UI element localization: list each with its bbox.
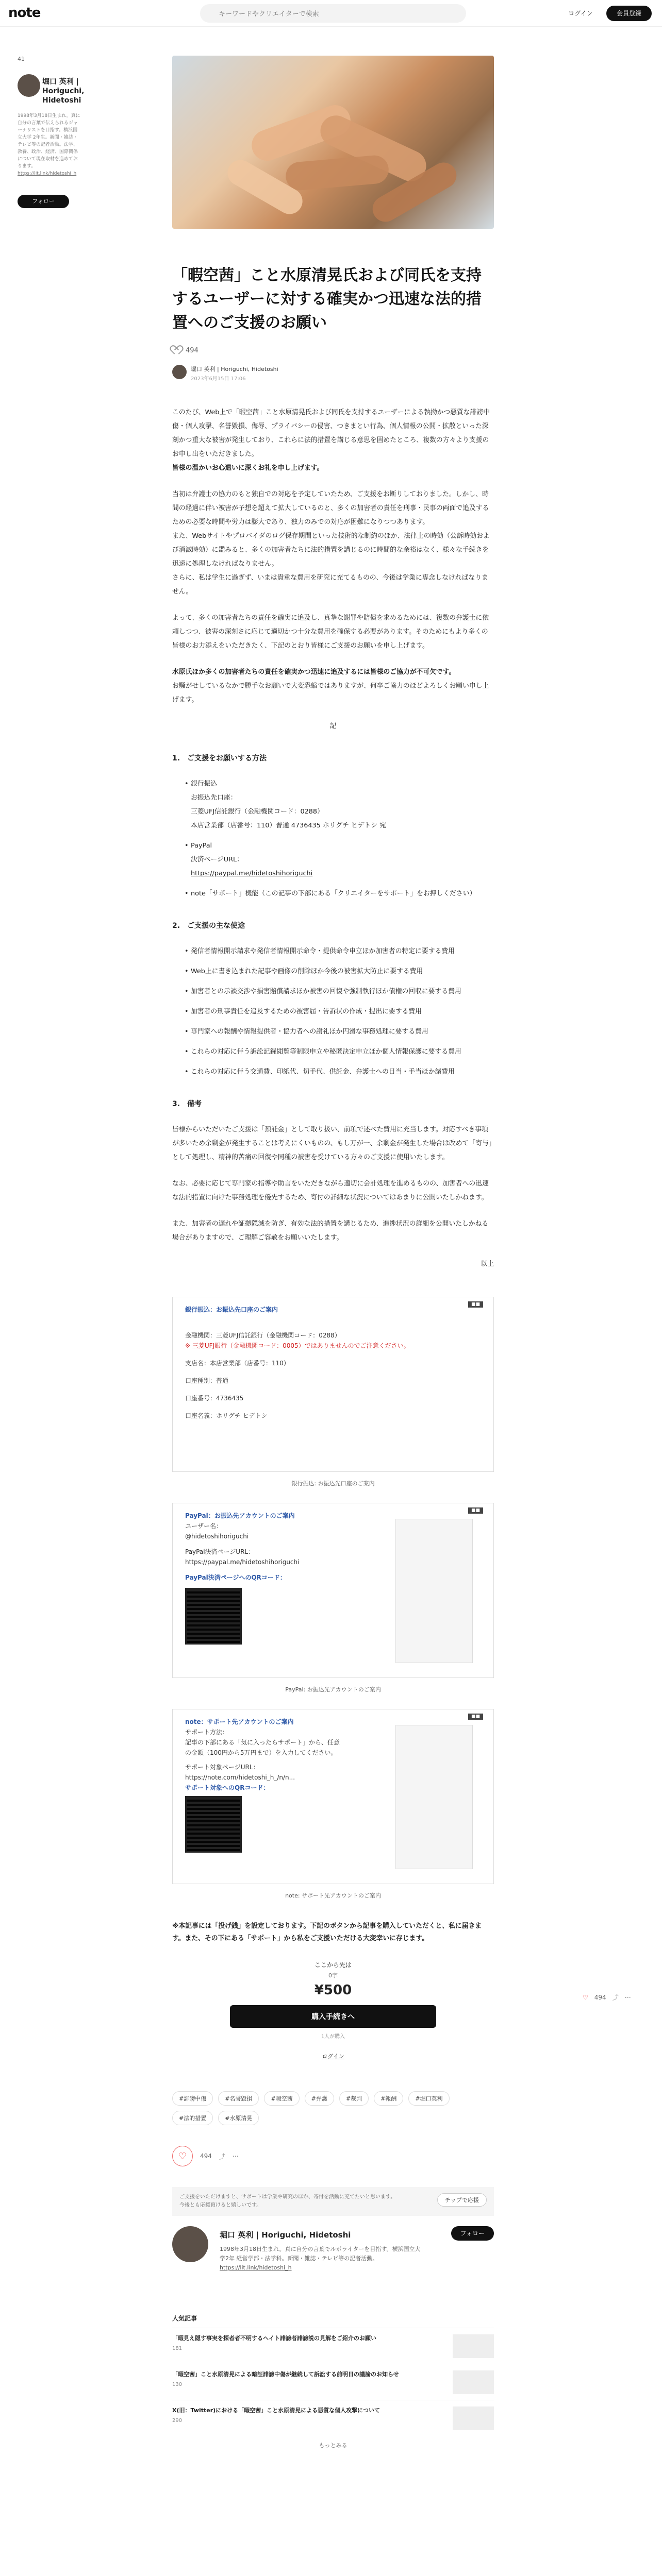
paypal-info-image	[172, 1503, 494, 1678]
list-item: • note「サポート」機能（この記事の下部にある「クリエイターをサポート」をお押しください）	[185, 887, 494, 901]
paywall-from: ここから先は	[314, 1961, 352, 1969]
image-line: 口座名義：ホリグチ ヒデトシ	[185, 1412, 268, 1419]
paragraph-bold: 水原氏ほか多くの加害者たちの責任を確実かつ迅速に追及するには皆様のご協力が不可欠です。	[172, 668, 456, 676]
heart-icon[interactable]	[172, 346, 181, 354]
sidebar-link[interactable]: https://lit.link/hidetoshi_h	[18, 171, 77, 176]
more-link[interactable]: もっとみる	[319, 2442, 347, 2449]
signup-button[interactable]: 会員登録	[606, 6, 652, 21]
image-line: サポート対象ページURL：	[185, 1764, 259, 1771]
avatar[interactable]	[172, 2226, 208, 2262]
section-heading-1: 1. ご支援をお願いする方法	[172, 754, 267, 762]
floating-actions	[583, 1993, 631, 2002]
paywall-price: ¥500	[314, 1982, 352, 1998]
share-icon[interactable]: ⤴	[219, 2153, 225, 2160]
list-item[interactable]	[172, 2364, 494, 2400]
list-item: • 加害者との示談交渉や損害賠償請求ほか被害の回復や強制執行ほか債権の回収に要する費用	[185, 985, 494, 998]
list-item: • これらの対応に伴う交通費、印紙代、切手代、供託金、弁護士への日当・手当ほか諸費用	[185, 1065, 494, 1079]
pop-title: 「暇空茜」こと水原清晃による暗証誹謗中傷が継続して訴訟する前明日の議論のお知らせ	[172, 2371, 399, 2378]
hero-image	[172, 56, 494, 229]
image-heading: note：サポート先アカウントのご案内	[185, 1718, 294, 1725]
note-logo[interactable]: note	[8, 5, 41, 21]
article-body	[172, 405, 494, 1271]
share-icon[interactable]: ⤴	[612, 1994, 619, 2001]
list-item: • 加害者の刑事責任を追及するための被害届・告訴状の作成・提出に要する費用	[185, 1005, 494, 1019]
bank-line1: 三菱UFJ信託銀行（金融機関コード：0288）	[191, 808, 324, 816]
image-heading: PayPal：お振込先アカウントのご案内	[185, 1512, 295, 1519]
image-line: PayPal決済ページへのQRコード：	[185, 1574, 286, 1581]
tag[interactable]: #報酬	[374, 2091, 403, 2106]
image-line: https://paypal.me/hidetoshihoriguchi	[185, 1558, 300, 1566]
pop-title: X(旧：Twitter)における「暇空茜」こと水原清晃による悪質な個人攻撃について	[172, 2407, 380, 2414]
list-item: • 発信者情報開示請求や発信者情報開示命令・提供命令申立ほか加害者の特定に要する費用	[185, 944, 494, 958]
ki-heading: 記	[329, 722, 337, 730]
list-item: • これらの対応に伴う訴訟記録閲覧等制限申立や秘匿決定申立ほか個人情報保護に要する費用	[185, 1045, 494, 1059]
bank-line2: 本店営業部（店番号：110）普通 4736435 ホリグチ ヒデトシ 宛	[191, 822, 386, 829]
sidebar-author-desc	[18, 112, 80, 177]
like-button[interactable]: ♡	[172, 2146, 193, 2166]
article-actions	[172, 2146, 494, 2166]
image-heading: 銀行振込：お振込先口座のご案内	[185, 1306, 278, 1313]
image-caption: PayPal: お振込先アカウントのご案内	[285, 1686, 381, 1693]
image-line: サポート対象へのQRコード：	[185, 1784, 270, 1791]
tag[interactable]: #水原清晃	[218, 2111, 259, 2125]
support-button[interactable]: チップで応援	[437, 2193, 487, 2207]
article-main	[172, 56, 494, 2449]
image-caption: note: サポート先アカウントのご案内	[285, 1892, 381, 1899]
image-line: サポート方法：	[185, 1728, 229, 1736]
tag[interactable]: #弁護	[305, 2091, 334, 2106]
publish-date: 2023年6月15日 17:06	[191, 376, 246, 382]
paywall-count: 0字	[328, 1972, 338, 1979]
bank-info-image	[172, 1297, 494, 1472]
list-item: • Web上に書き込まれた記事や画像の削除ほか今後の被害拡大防止に要する費用	[185, 964, 494, 978]
image-line: @hidetoshihoriguchi	[185, 1533, 249, 1540]
payment-methods-list	[185, 777, 494, 901]
article-likes	[172, 346, 494, 354]
buy-button[interactable]: 購入手続きへ	[230, 2005, 436, 2028]
image-badge: ■■	[468, 1301, 483, 1308]
paywall-note: ※本記事には「投げ銭」を設定しております。下記のボタンから記事を購入していただくと、私に届きます。また、その下にある「サポート」から私をご支援いただける大変幸いに存じます。	[172, 1922, 482, 1942]
image-badge: ■■	[468, 1714, 483, 1720]
list-item[interactable]	[172, 2400, 494, 2436]
author-name[interactable]: 堀口 英利 | Horiguchi, Hidetoshi	[191, 366, 278, 372]
image-line: 金融機関：三菱UFJ信託銀行（金融機関コード：0288）	[185, 1332, 341, 1339]
image-caption: 銀行振込: お振込先口座のご案内	[291, 1480, 375, 1487]
pop-title: 「暇見え隠す事実を探者者不明するヘイト誹謗者誹謗説の見解をご紹介のお願い	[172, 2335, 376, 2342]
popular-heading: 人気記事	[172, 2315, 197, 2322]
paywall-box	[230, 1960, 436, 2060]
image-badge: ■■	[468, 1507, 483, 1514]
article-title: 「暇空茜」こと水原清晃氏および同氏を支持するユーザーに対する確実かつ迅速な法的措置へのご支援のお願い	[172, 266, 482, 332]
profile-desc	[220, 2245, 426, 2273]
heart-icon[interactable]: ♡	[583, 1993, 588, 2001]
tag[interactable]: #裁判	[339, 2091, 369, 2106]
login-button[interactable]: ログイン	[568, 10, 593, 17]
tag[interactable]: #法的措置	[172, 2111, 213, 2125]
image-line: 口座番号：4736435	[185, 1395, 244, 1402]
tag[interactable]: #名誉毀損	[218, 2091, 259, 2106]
site-header	[0, 0, 662, 27]
sidebar-desc-text: 1998年3月18日生まれ。真に自分の言葉で伝えられるジャーナリストを目指す。横浜国立大学 2年生。新聞・雑誌・テレビ等の記者活動。法学、教養、政治、経済、国際関係について現在取材を進めております。	[18, 113, 80, 169]
more-icon[interactable]: ⋯	[624, 1993, 631, 2001]
image-line: 記事の下部にある「気に入ったらサポート」から、任意の金額（100円から5万円まで）を入力してください。	[185, 1739, 340, 1756]
paragraph: よって、多くの加害者たちの責任を確実に追及し、真摯な謝罪や賠償を求めるためには、複数の弁護士に依頼しつつ、被害の深刻さに応じて適切かつ十分な費用を確保する必要があります。そのためにもより多くの皆様のお力添えをいただきたく、下記のとおり皆様にご支援のお願いを申し上げます。	[172, 614, 489, 650]
list-item	[185, 839, 494, 880]
list-item	[185, 777, 494, 833]
login-link[interactable]: ログイン	[322, 2053, 344, 2060]
author-sidebar	[18, 56, 85, 205]
pop-likes: 290	[172, 2418, 183, 2424]
pop-likes: 130	[172, 2382, 183, 2387]
uses-list	[185, 944, 494, 1079]
profile-link[interactable]: https://lit.link/hidetoshi_h	[220, 2264, 292, 2271]
like-count: 494	[594, 1993, 606, 2001]
paragraph: さらに、私は学生に過ぎず、いまは貴重な費用を研究に充てるものの、今後は学業に専念しなければなりません。	[172, 574, 488, 596]
image-line: 支店名：本店営業部（店番号：110）	[185, 1360, 290, 1367]
profile-name[interactable]: 堀口 英利 | Horiguchi, Hidetoshi	[220, 2230, 351, 2240]
more-icon[interactable]: ⋯	[232, 2153, 239, 2160]
phone-screenshot	[395, 1519, 473, 1663]
pop-thumbnail	[453, 2406, 494, 2430]
paragraph: また、Webサイトやプロバイダのログ保存期間といった技術的な制約のほか、法律上の時効（公訴時効および消滅時効）に鑑みると、多くの加害者たちに法的措置を講じるのに時間的な余裕はなく、様々な手続きを迅速に処理しなければなりません。	[172, 532, 490, 568]
buyer-count: 1人が購入	[321, 2034, 345, 2040]
note-info-image	[172, 1709, 494, 1884]
pop-thumbnail	[453, 2334, 494, 2358]
sidebar-count: 41	[18, 56, 25, 62]
image-line: 口座種別：普通	[185, 1377, 229, 1384]
tag[interactable]: #暇空茜	[264, 2091, 299, 2106]
list-item[interactable]	[172, 2328, 494, 2364]
bank-to: お振込先口座：	[191, 794, 237, 802]
follow-button[interactable]: フォロー	[451, 2226, 494, 2241]
section-heading-3: 3. 備考	[172, 1100, 202, 1108]
popular-articles	[172, 2314, 494, 2449]
paragraph: また、加害者の遅れや証拠隠滅を防ぎ、有効な法的措置を講じるため、進捗状況の詳細を公開いたしかねる場合がありますので、ご理解ご容赦をお願いいたします。	[172, 1220, 489, 1242]
phone-screenshot	[395, 1725, 473, 1869]
paragraph: 皆様からいただいたご支援は「預託金」として取り扱い、前項で述べた費用に充当します。対応すべき事項が多いため余剰金が発生することは考えにくいものの、もし万が一、余剰金が発生した場合は改めて「寄与」として処理し、精神的苦痛の回復や同種の被害を受けている方々のご支援に使用いたします。	[172, 1126, 492, 1161]
like-count: 494	[200, 2153, 212, 2160]
qr-code-image	[185, 1588, 242, 1645]
paragraph: お騒がせしているなかで勝手なお願いで大変恐縮ではありますが、何卒ご協力のほどよろしくお願い申し上げます。	[172, 682, 489, 704]
tag[interactable]: #堀口英利	[408, 2091, 449, 2106]
image-line: ユーザー名：	[185, 1522, 223, 1530]
paragraph: 当初は弁護士の協力のもと独自での対応を予定していたため、ご支援をお断りしておりました。しかし、時間の経過に伴い被害が予想を超えて拡大しているのと、多くの加害者の責任を刑事・民事の両面で追及するための必要な時間や労力は膨大であり、独力のみでの対応が困難になりつつあります。	[172, 490, 489, 526]
author-avatar[interactable]	[172, 365, 187, 379]
ijo-text: 以上	[481, 1260, 494, 1268]
tag[interactable]: #誹謗中傷	[172, 2091, 213, 2106]
qr-code-image	[185, 1796, 242, 1853]
follow-button[interactable]: フォロー	[18, 195, 69, 208]
image-line: ※ 三菱UFJ銀行（金融機関コード：0005）ではありませんのでご注意ください。	[185, 1342, 410, 1349]
avatar[interactable]	[18, 74, 40, 97]
pop-thumbnail	[453, 2370, 494, 2394]
paypal-link[interactable]: https://paypal.me/hidetoshihoriguchi	[191, 870, 313, 877]
bank-label: 銀行振込	[191, 780, 218, 788]
like-count: 494	[186, 346, 198, 354]
pop-likes: 181	[172, 2346, 183, 2351]
paragraph: なお、必要に応じて専門家の指導や助言をいただきながら適切に会計処理を進めるものの、加害者への迅速な法的措置に向けた事務処理を優先するため、寄付の詳細な状況についてはあまりに公開いたしかねます。	[172, 1180, 489, 1201]
paragraph-bold: 皆様の温かいお心遣いに深くお礼を申し上げます。	[172, 464, 324, 472]
list-item: • 専門家への報酬や情報提供者・協力者への謝礼ほか円滑な事務処理に要する費用	[185, 1025, 494, 1039]
profile-desc-text: 1998年3月18日生まれ。真に自分の言葉でルポライターを目指す。横浜国立大学2年 経営学部・法学科。新聞・雑誌・テレビ等の記者活動。	[220, 2246, 421, 2262]
image-line: https://note.com/hidetoshi_h_/n/n...	[185, 1774, 295, 1781]
search-input[interactable]	[200, 4, 466, 23]
paypal-page: 決済ページURL：	[191, 856, 243, 863]
paragraph: このたび、Web上で「暇空茜」こと水原清晃氏および同氏を支持するユーザーによる執拗かつ悪質な誹謗中傷・個人攻撃、名誉毀損、侮辱、プライバシーの侵害、つきまとい行為、個人情報の公開・拡散といった深刻かつ重大な被害が発生しており、これらに法的措置を講じる意思を固めたところ、複数の方々より支援のお申し出をいただきました。	[172, 409, 490, 458]
support-box	[172, 2187, 494, 2216]
support-text: ご支援をいただけますと、サポートは学業や研究のほか、寄付を活動に充てたいと思います。今後とも応援頂けると嬉しいです。	[179, 2194, 396, 2208]
paypal-label: PayPal	[191, 842, 212, 850]
image-line: PayPal決済ページURL：	[185, 1548, 255, 1555]
author-profile	[172, 2226, 494, 2303]
sidebar-author-name[interactable]: 堀口 英利 | Horiguchi, Hidetoshi	[42, 78, 85, 105]
tag-list	[172, 2091, 494, 2125]
article-author	[172, 365, 494, 382]
section-heading-2: 2. ご支援の主な使途	[172, 922, 245, 930]
